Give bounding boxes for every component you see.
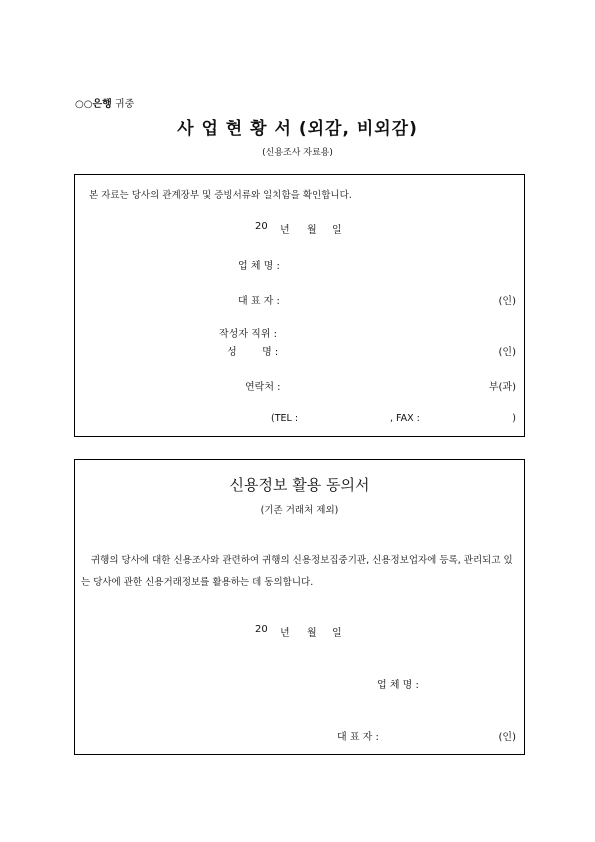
representative-label: 대 표 자 : bbox=[238, 296, 280, 307]
company-name-label: 업 체 명 : bbox=[238, 261, 280, 272]
author-seal: (인) bbox=[498, 347, 516, 358]
bank-name: ○○은행 bbox=[75, 99, 112, 110]
consent-box bbox=[74, 459, 525, 755]
department-label: 부(과) bbox=[488, 382, 516, 393]
author-name-label: 성 명 : bbox=[227, 347, 279, 358]
date-year-prefix: 20 bbox=[255, 221, 268, 232]
date-year: 년 bbox=[280, 225, 290, 236]
author-position-label: 작성자 직위 : bbox=[219, 329, 278, 340]
tel-label: (TEL : bbox=[271, 413, 299, 424]
confirmation-text: 본 자료는 당사의 관계장부 및 증빙서류와 일치함을 확인합니다. bbox=[89, 190, 352, 201]
document-subtitle: (신용조사 자료용) bbox=[262, 148, 333, 158]
fax-label: , FAX : bbox=[390, 413, 420, 424]
consent-date-year-prefix: 20 bbox=[255, 624, 268, 635]
addressee bbox=[75, 95, 134, 110]
consent-paragraph: 귀행의 당사에 대한 신용조사와 관련하여 귀행의 신용정보집중기관, 신용정보업자에 등록, 관리되고 있는 당사에 관한 신용거래정보를 활용하는 데 동의합니다. bbox=[81, 555, 513, 588]
consent-company-label: 업 체 명 : bbox=[377, 680, 419, 691]
confirmation-box bbox=[74, 174, 525, 437]
addressee-suffix: 귀중 bbox=[114, 99, 135, 110]
document-title: 사 업 현 황 서 (외감, 비외감) bbox=[177, 119, 418, 139]
date-month: 월 bbox=[307, 225, 317, 236]
consent-subtitle: (기존 거래처 제외) bbox=[260, 505, 339, 516]
consent-date-month: 월 bbox=[307, 628, 317, 639]
close-paren: ) bbox=[512, 413, 516, 424]
date-day: 일 bbox=[332, 225, 342, 236]
consent-representative-seal: (인) bbox=[498, 732, 516, 743]
consent-title: 신용정보 활용 동의서 bbox=[229, 476, 370, 494]
representative-seal: (인) bbox=[498, 296, 516, 307]
consent-date-year: 년 bbox=[280, 628, 290, 639]
consent-date-day: 일 bbox=[332, 628, 342, 639]
contact-label: 연락처 : bbox=[245, 382, 281, 393]
consent-representative-label: 대 표 자 : bbox=[337, 732, 379, 743]
